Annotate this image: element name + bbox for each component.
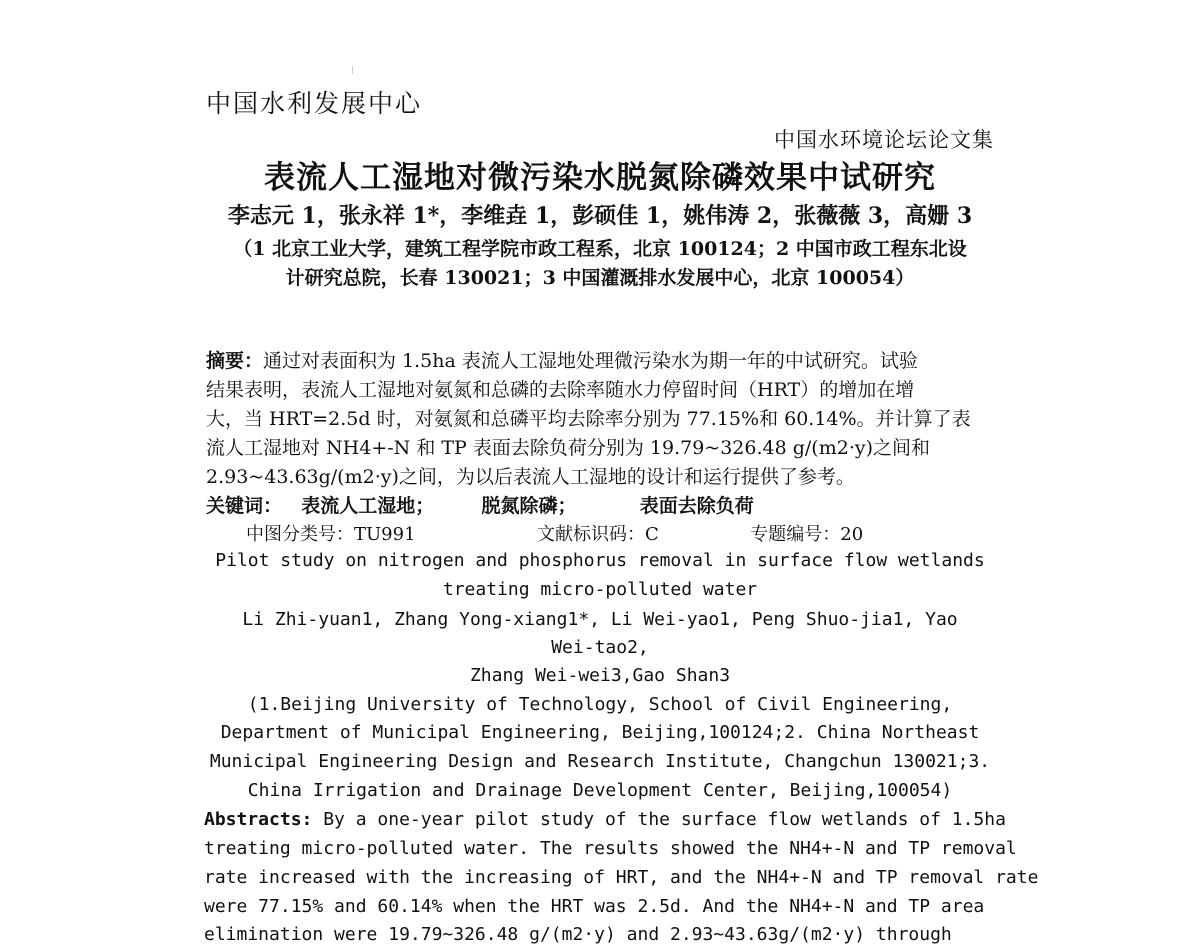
collection-title: 中国水环境论坛论文集	[774, 128, 994, 152]
authors-en-line: Li Zhi-yuan1, Zhang Yong-xiang1*, Li Wei-yao1, Peng Shuo-jia1, Yao	[242, 609, 958, 630]
abstract-en-text: By a one-year pilot study of the surface flow wetlands of 1.5ha	[312, 809, 1006, 830]
authors-en-line: Wei-tao2,	[551, 637, 649, 658]
affiliation-en-line: China Irrigation and Drainage Development Center, Beijing,100054)	[247, 780, 953, 801]
affiliation-zh-line: 计研究总院，长春 130021；3 中国灌溉排水发展中心，北京 100054）	[285, 267, 915, 289]
abstract-zh-label: 摘要：	[206, 350, 264, 372]
authors-zh: 李志元 1，张永祥 1*，李维垚 1，彭硕佳 1，姚伟涛 2，张薇薇 3，高姗 3	[227, 203, 973, 229]
affiliation-en-line: Department of Municipal Engineering, Beijing,100124;2. China Northeast	[220, 722, 980, 743]
keyword: 表面去除负荷	[639, 495, 754, 517]
topic-number: 专题编号：20	[750, 524, 864, 545]
keyword: 脱氮除磷；	[481, 495, 577, 517]
keywords-line	[206, 491, 754, 518]
abstract-zh-line: 大，当 HRT=2.5d 时，对氨氮和总磷平均去除率分别为 77.15%和 60.14%。并计算了表	[206, 408, 971, 430]
affiliation-zh-line: （1 北京工业大学，建筑工程学院市政工程系，北京 100124；2 中国市政工程东北设	[233, 238, 967, 260]
scan-artifact	[352, 66, 353, 74]
abstract-en-label: Abstracts:	[204, 809, 313, 830]
paper-title-zh: 表流人工湿地对微污染水脱氮除磷效果中试研究	[264, 160, 936, 196]
keywords-label: 关键词：	[206, 495, 283, 517]
abstract-en-line: rate increased with the increasing of HRT, and the NH4+-N and TP removal rate	[204, 867, 1039, 888]
abstract-en-line	[204, 809, 1006, 830]
abstract-en-line: were 77.15% and 60.14% when the HRT was 2.5d. And the NH4+-N and TP area	[204, 896, 985, 917]
paper-title-en-line: Pilot study on nitrogen and phosphorus removal in surface flow wetlands	[215, 550, 985, 571]
abstract-en-line: elimination were 19.79~326.48 g/(m2·y) and 2.93~43.63g/(m2·y) through	[204, 924, 952, 945]
abstract-zh-line: 2.93~43.63g/(m2·y)之间，为以后表流人工湿地的设计和运行提供了参考。	[206, 466, 855, 488]
abstract-zh-line	[206, 346, 996, 373]
paper-title-en-line: treating micro-polluted water	[442, 579, 758, 600]
document-code: 文献标识码：C	[537, 524, 659, 545]
abstract-zh-line: 流人工湿地对 NH4+-N 和 TP 表面去除负荷分别为 19.79~326.48 g/(m2·y)之间和	[206, 437, 931, 459]
authors-en-line: Zhang Wei-wei3,Gao Shan3	[469, 665, 731, 686]
header-organization: 中国水利发展中心	[206, 89, 423, 118]
affiliation-en-line: Municipal Engineering Design and Research Institute, Changchun 130021;3.	[209, 751, 991, 772]
keyword: 表流人工湿地；	[301, 495, 435, 517]
clc-number: 中图分类号：TU991	[246, 524, 416, 545]
abstract-en-line: treating micro-polluted water. The results showed the NH4+-N and TP removal	[204, 838, 1017, 859]
abstract-zh-text: 通过对表面积为 1.5ha 表流人工湿地处理微污染水为期一年的中试研究。试验	[263, 350, 918, 372]
affiliation-en-line: (1.Beijing University of Technology, School of Civil Engineering,	[247, 694, 953, 715]
classification-line	[246, 520, 863, 546]
abstract-zh-line: 结果表明，表流人工湿地对氨氮和总磷的去除率随水力停留时间（HRT）的增加在增	[206, 379, 915, 401]
